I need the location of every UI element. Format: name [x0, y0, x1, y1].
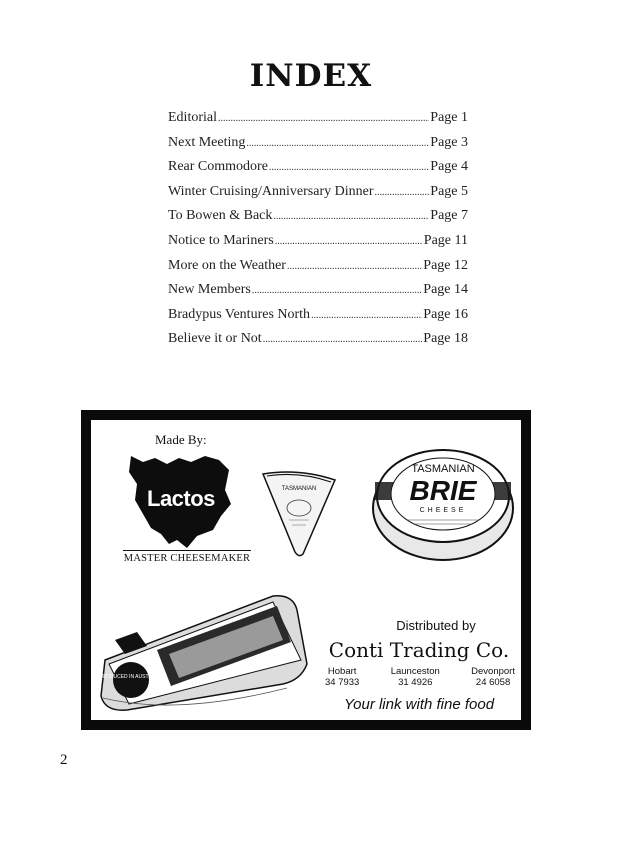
branch-item — [471, 666, 515, 688]
branch-item — [391, 666, 440, 688]
maker-caption: MASTER CHEESEMAKER — [123, 550, 251, 564]
page-number: 2 — [60, 752, 68, 768]
branch-phone: 31 4926 — [398, 677, 433, 688]
toc-entry[interactable] — [168, 331, 468, 356]
toc-entry-page: Page 1 — [430, 110, 468, 125]
table-of-contents — [168, 110, 468, 356]
brie-cheese-wheel-image — [367, 436, 517, 566]
cheese-package-image — [97, 580, 312, 715]
toc-entry[interactable] — [168, 208, 468, 233]
toc-leader-dots — [375, 187, 430, 198]
branch-city: Hobart — [327, 666, 357, 677]
toc-leader-dots — [275, 236, 423, 247]
toc-entry-label: To Bowen & Back — [168, 208, 273, 224]
brand-name: Lactos — [147, 486, 215, 511]
toc-entry[interactable] — [168, 135, 468, 160]
toc-entry-label: Editorial — [168, 110, 217, 125]
toc-entry-label: Next Meeting — [168, 134, 246, 150]
toc-entry-label: Winter Cruising/Anniversary Dinner — [168, 183, 374, 199]
toc-leader-dots — [263, 334, 423, 345]
toc-entry-page: Page 4 — [430, 159, 468, 175]
branch-phone: 24 6058 — [475, 677, 511, 688]
toc-entry[interactable] — [168, 258, 468, 283]
toc-entry[interactable] — [168, 184, 468, 209]
toc-entry[interactable] — [168, 110, 468, 135]
branch-city: Launceston — [390, 666, 440, 677]
wheel-label-main: BRIE — [409, 475, 477, 506]
branch-list — [325, 666, 515, 688]
toc-entry-label: Notice to Mariners — [168, 232, 274, 248]
toc-leader-dots — [252, 285, 422, 296]
toc-entry-page: Page 18 — [423, 331, 468, 347]
toc-entry[interactable] — [168, 159, 468, 184]
toc-leader-dots — [287, 261, 422, 272]
distributor-name: Conti Trading Co. — [328, 638, 510, 662]
toc-entry[interactable] — [168, 282, 468, 307]
toc-entry-page: Page 11 — [423, 232, 468, 248]
toc-entry-label: Rear Commodore — [168, 159, 268, 175]
page-title: INDEX — [249, 58, 373, 94]
toc-entry-label: Bradypus Ventures North — [168, 306, 311, 322]
toc-leader-dots — [269, 162, 429, 173]
branch-city: Devonport — [471, 666, 515, 677]
toc-entry-page: Page 14 — [423, 282, 468, 298]
package-label: PRODUCED IN AUSTRALIA — [99, 674, 163, 680]
wheel-label-top: TASMANIAN — [411, 463, 475, 475]
toc-entry-label: Believe it or Not — [168, 331, 262, 347]
toc-entry-page: Page 3 — [430, 134, 468, 150]
toc-entry-page: Page 7 — [430, 208, 468, 224]
distributed-by-label: Distributed by — [396, 618, 476, 633]
toc-entry[interactable] — [168, 233, 468, 258]
wheel-label-sub: CHEESE — [419, 507, 467, 514]
toc-leader-dots — [311, 310, 422, 321]
made-by-label: Made By: — [155, 432, 207, 447]
toc-leader-dots — [218, 113, 429, 124]
advertisement-panel — [91, 420, 521, 720]
toc-entry-page: Page 12 — [423, 257, 468, 273]
wedge-label: TASMANIAN — [281, 486, 317, 492]
branch-phone: 34 7933 — [325, 677, 360, 688]
toc-entry-page: Page 16 — [423, 306, 468, 322]
cheese-wedge-image — [259, 468, 339, 558]
advertisement — [81, 410, 531, 730]
toc-leader-dots — [246, 138, 429, 149]
tagline: Your link with fine food — [343, 696, 495, 713]
toc-entry-label: New Members — [168, 282, 251, 298]
toc-leader-dots — [273, 211, 429, 222]
toc-entry[interactable] — [168, 307, 468, 332]
branch-item — [325, 666, 359, 688]
toc-entry-label: More on the Weather — [168, 257, 286, 273]
toc-entry-page: Page 5 — [430, 183, 468, 199]
